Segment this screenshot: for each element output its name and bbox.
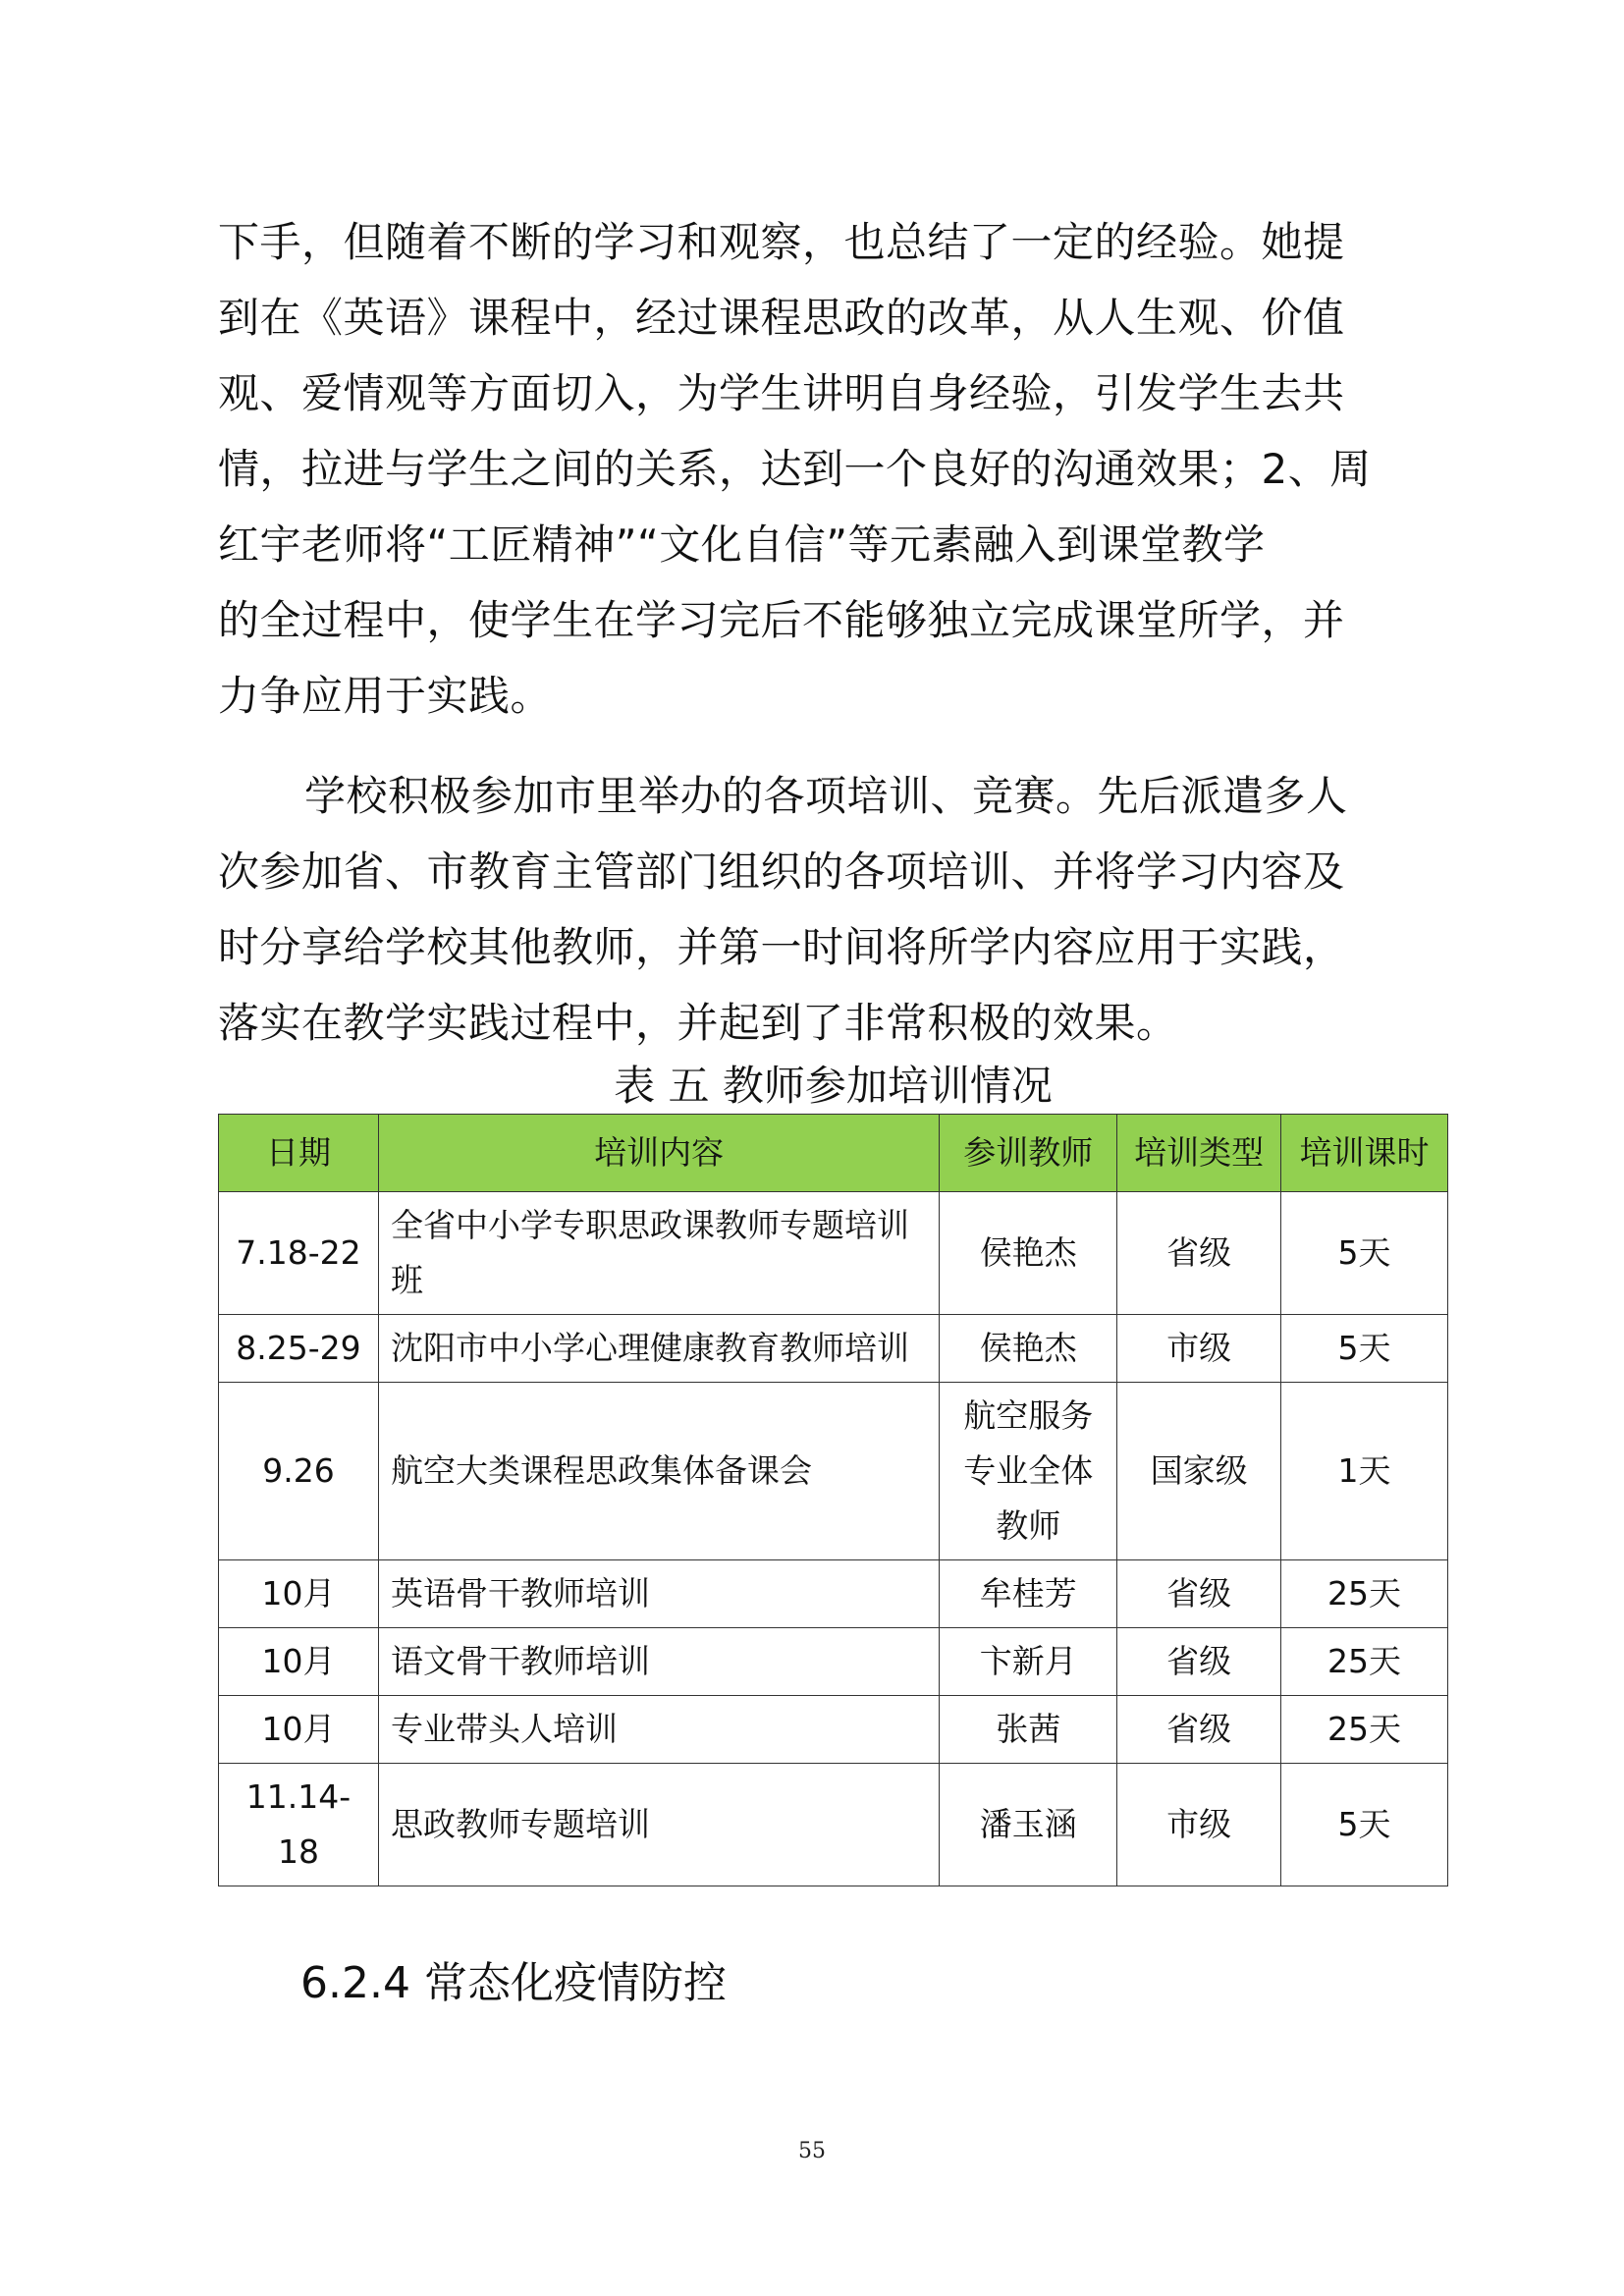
header-type: 培训类型 (1117, 1115, 1281, 1192)
cell-teacher: 张茜 (940, 1696, 1117, 1764)
table-row (219, 1628, 1448, 1696)
table-caption: 表 五 教师参加培训情况 (614, 1062, 1053, 1110)
cell-teacher (940, 1383, 1117, 1560)
header-content: 培训内容 (378, 1115, 939, 1192)
cell-teacher: 侯艳杰 (940, 1192, 1117, 1315)
table-row (219, 1315, 1448, 1383)
training-table (218, 1114, 1448, 1886)
cell-content: 沈阳市中小学心理健康教育教师培训 (378, 1315, 939, 1383)
header-hours: 培训课时 (1281, 1115, 1448, 1192)
cell-content: 英语骨干教师培训 (378, 1560, 939, 1628)
paragraph-line: 下手，但随着不断的学习和观察，也总结了一定的经验。她提 (218, 218, 1345, 266)
cell-date: 7.18-22 (219, 1192, 379, 1315)
cell-type: 国家级 (1117, 1383, 1281, 1560)
cell-hours: 5天 (1281, 1315, 1448, 1383)
table-header-row (219, 1115, 1448, 1192)
section-heading: 6.2.4 常态化疫情防控 (300, 1958, 727, 2008)
cell-date: 9.26 (219, 1383, 379, 1560)
cell-date: 10月 (219, 1696, 379, 1764)
cell-type: 省级 (1117, 1192, 1281, 1315)
cell-date: 10月 (219, 1628, 379, 1696)
cell-line: 18 (277, 1832, 319, 1871)
cell-hours: 25天 (1281, 1628, 1448, 1696)
paragraph-line: 红宇老师将“工匠精神”“文化自信”等元素融入到课堂教学 (218, 520, 1266, 569)
cell-line: 全省中小学专职思政课教师专题培训 (390, 1206, 909, 1244)
paragraph-line: 到在《英语》课程中，经过课程思政的改革，从人生观、价值 (218, 294, 1345, 342)
table-row (219, 1764, 1448, 1886)
cell-hours: 25天 (1281, 1696, 1448, 1764)
cell-type: 省级 (1117, 1560, 1281, 1628)
paragraph-line: 观、爱情观等方面切入，为学生讲明自身经验，引发学生去共 (218, 369, 1345, 417)
cell-hours: 1天 (1281, 1383, 1448, 1560)
cell-line: 11.14- (245, 1777, 352, 1816)
cell-content: 航空大类课程思政集体备课会 (378, 1383, 939, 1560)
paragraph-line: 学校积极参加市里举办的各项培训、竞赛。先后派遣多人 (304, 772, 1348, 820)
cell-type: 省级 (1117, 1628, 1281, 1696)
page-number: 55 (798, 2139, 826, 2163)
cell-content: 专业带头人培训 (378, 1696, 939, 1764)
paragraph-2 (218, 758, 1435, 1061)
cell-date: 10月 (219, 1560, 379, 1628)
paragraph-line: 力争应用于实践。 (218, 672, 553, 720)
cell-line: 航空服务 (963, 1396, 1094, 1435)
cell-hours: 5天 (1281, 1764, 1448, 1886)
cell-type: 市级 (1117, 1764, 1281, 1886)
paragraph-line: 落实在教学实践过程中，并起到了非常积极的效果。 (218, 999, 1178, 1047)
cell-hours: 25天 (1281, 1560, 1448, 1628)
table-row (219, 1696, 1448, 1764)
cell-content: 思政教师专题培训 (378, 1764, 939, 1886)
cell-line: 班 (390, 1261, 423, 1299)
cell-line: 专业全体 (963, 1451, 1094, 1490)
cell-teacher: 卞新月 (940, 1628, 1117, 1696)
cell-line: 教师 (996, 1506, 1061, 1545)
cell-content (378, 1192, 939, 1315)
cell-type: 市级 (1117, 1315, 1281, 1383)
cell-content: 语文骨干教师培训 (378, 1628, 939, 1696)
table-row (219, 1560, 1448, 1628)
cell-teacher: 侯艳杰 (940, 1315, 1117, 1383)
paragraph-line: 情，拉进与学生之间的关系，达到一个良好的沟通效果；2、周 (218, 445, 1372, 493)
table-row (219, 1383, 1448, 1560)
cell-teacher: 潘玉涵 (940, 1764, 1117, 1886)
table-row (219, 1192, 1448, 1315)
cell-date: 8.25-29 (219, 1315, 379, 1383)
header-teacher: 参训教师 (940, 1115, 1117, 1192)
cell-type: 省级 (1117, 1696, 1281, 1764)
paragraph-1 (218, 204, 1435, 734)
paragraph-line: 次参加省、市教育主管部门组织的各项培训、并将学习内容及 (218, 847, 1345, 896)
header-date: 日期 (219, 1115, 379, 1192)
cell-hours: 5天 (1281, 1192, 1448, 1315)
cell-date (219, 1764, 379, 1886)
cell-teacher: 牟桂芳 (940, 1560, 1117, 1628)
paragraph-line: 时分享给学校其他教师，并第一时间将所学内容应用于实践， (218, 923, 1345, 971)
paragraph-line: 的全过程中，使学生在学习完后不能够独立完成课堂所学，并 (218, 596, 1345, 644)
